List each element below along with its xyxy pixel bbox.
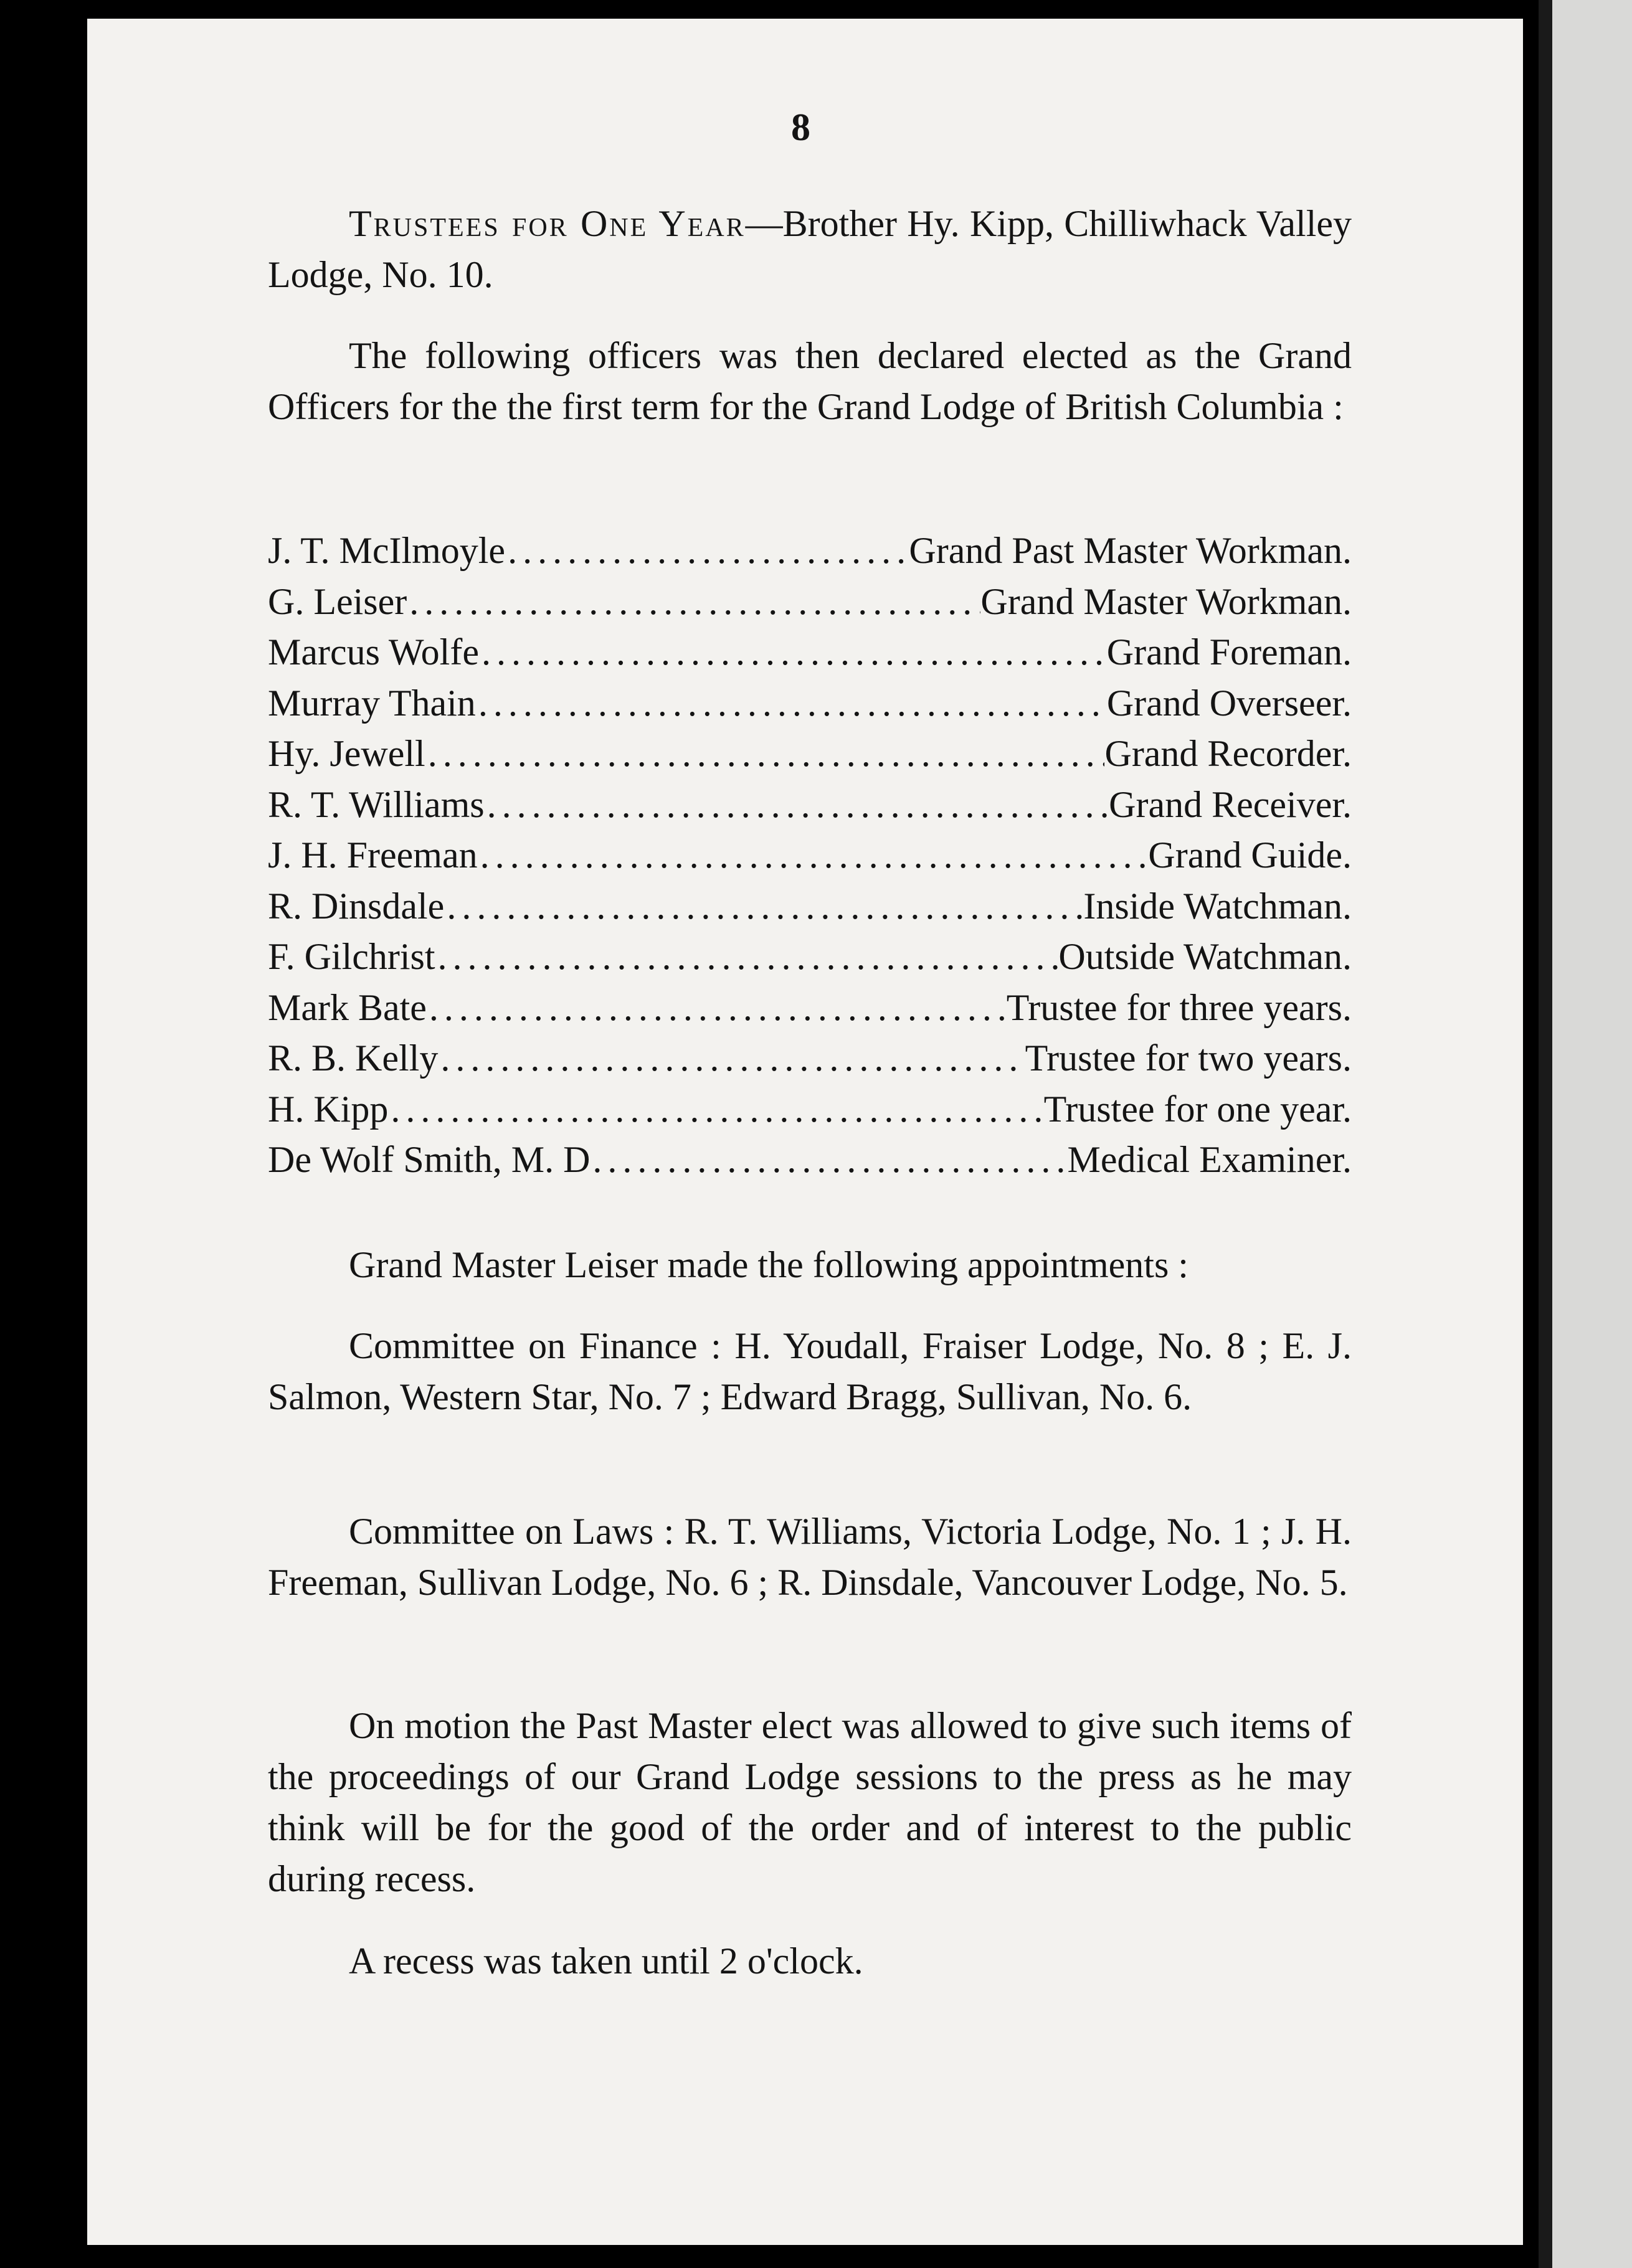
officer-office: Grand Foreman. (1106, 631, 1352, 673)
trustees-paragraph (268, 198, 1352, 300)
leader-dots (438, 1037, 1025, 1080)
officer-row (268, 986, 1352, 1037)
officer-office: Trustee for three years. (1006, 986, 1352, 1028)
leader-dots (388, 1088, 1043, 1131)
leader-dots (478, 834, 1149, 877)
officer-row (268, 580, 1352, 631)
trustees-heading: Trustees for One Year (349, 203, 746, 244)
officer-name: J. H. Freeman (268, 834, 478, 876)
officer-row (268, 935, 1352, 986)
officer-name: R. B. Kelly (268, 1037, 439, 1079)
leader-dots (479, 631, 1107, 674)
officer-office: Grand Past Master Workman. (909, 530, 1352, 571)
officer-office: Inside Watchman. (1083, 885, 1352, 927)
page-number: 8 (791, 106, 810, 149)
officer-row (268, 529, 1352, 580)
officer-office: Medical Examiner. (1067, 1139, 1352, 1180)
officer-office: Grand Recorder. (1104, 733, 1352, 774)
officer-office: Trustee for two years. (1025, 1037, 1352, 1079)
officer-office: Grand Guide. (1148, 834, 1352, 876)
laws-committee-paragraph: Committee on Laws : R. T. Williams, Victoria Lodge, No. 1 ; J. H. Freeman, Sullivan Lodge, No. 6 ; R. Dinsdale, Vancouver Lodge, No. 5. (268, 1511, 1352, 1603)
motion-paragraph: On motion the Past Master elect was allowed to give such items of the proceedings of our Grand Lodge sessions to the press as he may think will be for the good of the order and of interest to the public during recess. (268, 1705, 1352, 1899)
trustees-text: —Brother Hy. Kipp, Chilliwhack Valley Lodge, No. 10. (268, 203, 1352, 295)
leader-dots (407, 580, 980, 623)
officer-name: Marcus Wolfe (268, 631, 479, 673)
leader-dots (476, 682, 1107, 725)
leader-dots (435, 935, 1059, 978)
officer-name: G. Leiser (268, 580, 407, 622)
officer-row (268, 885, 1352, 936)
officer-office: Grand Receiver. (1109, 783, 1352, 825)
leader-dots (427, 986, 1007, 1029)
leader-dots (590, 1138, 1067, 1181)
officer-name: Hy. Jewell (268, 733, 425, 774)
officer-row (268, 1088, 1352, 1139)
officer-row (268, 631, 1352, 682)
officer-office: Grand Overseer. (1106, 682, 1352, 724)
officer-row (268, 732, 1352, 783)
finance-committee-paragraph: Committee on Finance : H. Youdall, Fraiser Lodge, No. 8 ; E. J. Salmon, Western Star, No. 7 ; Edward Bragg, Sullivan, No. 6. (268, 1325, 1352, 1417)
officer-name: J. T. McIlmoyle (268, 530, 506, 571)
officer-office: Grand Master Workman. (980, 580, 1352, 622)
page-gutter (1539, 0, 1552, 2268)
officer-name: H. Kipp (268, 1088, 389, 1130)
appointments-intro: Grand Master Leiser made the following appointments : (349, 1244, 1188, 1285)
leader-dots (425, 732, 1105, 775)
officer-row (268, 834, 1352, 885)
officer-name: De Wolf Smith, M. D (268, 1139, 591, 1180)
intro-paragraph: The following officers was then declared elected as the Grand Officers for the the first term for the Grand Lodge of British Columbia : (268, 335, 1352, 427)
officers-list (268, 529, 1352, 1189)
officer-office: Outside Watchman. (1058, 936, 1352, 977)
officer-row (268, 682, 1352, 733)
officer-row (268, 1138, 1352, 1189)
leader-dots (505, 529, 909, 572)
officer-name: Murray Thain (268, 682, 476, 724)
officer-row (268, 1037, 1352, 1088)
recess-paragraph: A recess was taken until 2 o'clock. (349, 1940, 863, 1982)
officer-name: R. Dinsdale (268, 885, 445, 927)
adjacent-page-edge (1539, 0, 1632, 2268)
officer-name: F. Gilchrist (268, 936, 435, 977)
officer-name: Mark Bate (268, 986, 427, 1028)
officer-row (268, 783, 1352, 834)
leader-dots (444, 885, 1083, 928)
leader-dots (485, 783, 1109, 826)
officer-name: R. T. Williams (268, 783, 485, 825)
officer-office: Trustee for one year. (1043, 1088, 1352, 1130)
